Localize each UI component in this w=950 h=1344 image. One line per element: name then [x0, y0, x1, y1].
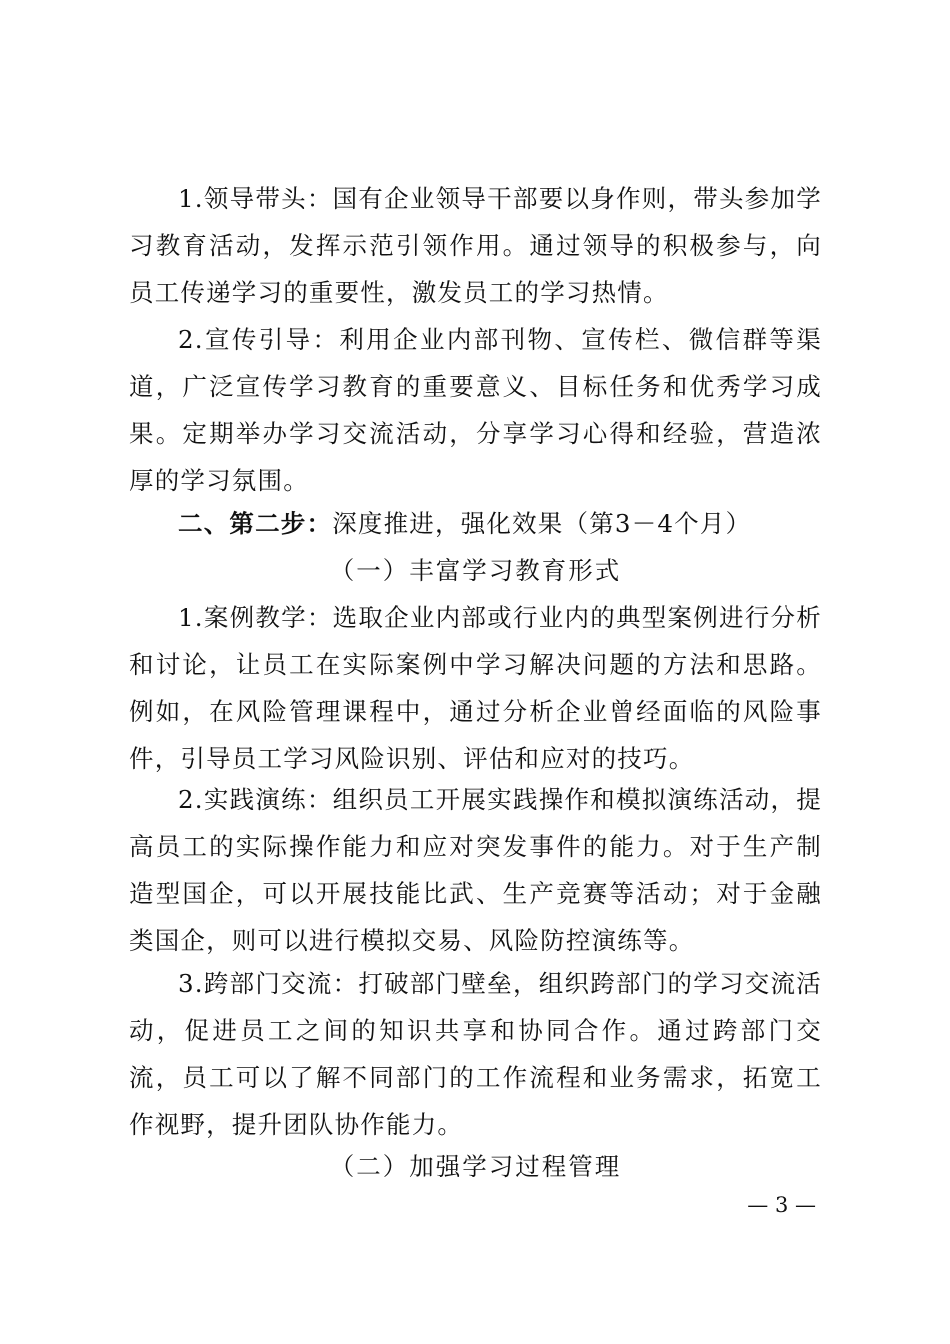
paragraph-case-teaching: 1.案例教学：选取企业内部或行业内的典型案例进行分析和讨论，让员工在实际案例中学习解决问题的方法和思路。例如，在风险管理课程中，通过分析企业曾经面临的风险事件，引导员工学习风险识别、评估和应对的技巧。	[129, 603, 822, 773]
paragraph-leadership: 1.领导带头：国有企业领导干部要以身作则，带头参加学习教育活动，发挥示范引领作用。通过领导的积极参与，向员工传递学习的重要性，激发员工的学习热情。	[129, 184, 822, 307]
paragraph-practice-drill: 2.实践演练：组织员工开展实践操作和模拟演练活动，提高员工的实际操作能力和应对突发事件的能力。对于生产制造型国企，可以开展技能比武、生产竞赛等活动；对于金融类国企，则可以进行模拟交易、风险防控演练等。	[129, 785, 822, 955]
page-number: — 3 —	[747, 1193, 816, 1217]
subheading-forms: （一）丰富学习教育形式	[329, 556, 622, 585]
subheading-process-management: （二）加强学习过程管理	[329, 1152, 622, 1181]
section-heading-step2-lead: 二、第二步：	[178, 509, 333, 538]
section-heading-step2-text: 深度推进，强化效果（第3－4个月）	[332, 509, 752, 538]
paragraph-publicity: 2.宣传引导：利用企业内部刊物、宣传栏、微信群等渠道，广泛宣传学习教育的重要意义、目标任务和优秀学习成果。定期举办学习交流活动，分享学习心得和经验，营造浓厚的学习氛围。	[129, 325, 822, 495]
section-heading-step2	[129, 500, 822, 547]
paragraph-cross-department: 3.跨部门交流：打破部门壁垒，组织跨部门的学习交流活动，促进员工之间的知识共享和协同合作。通过跨部门交流，员工可以了解不同部门的工作流程和业务需求，拓宽工作视野，提升团队协作能力。	[129, 969, 822, 1139]
